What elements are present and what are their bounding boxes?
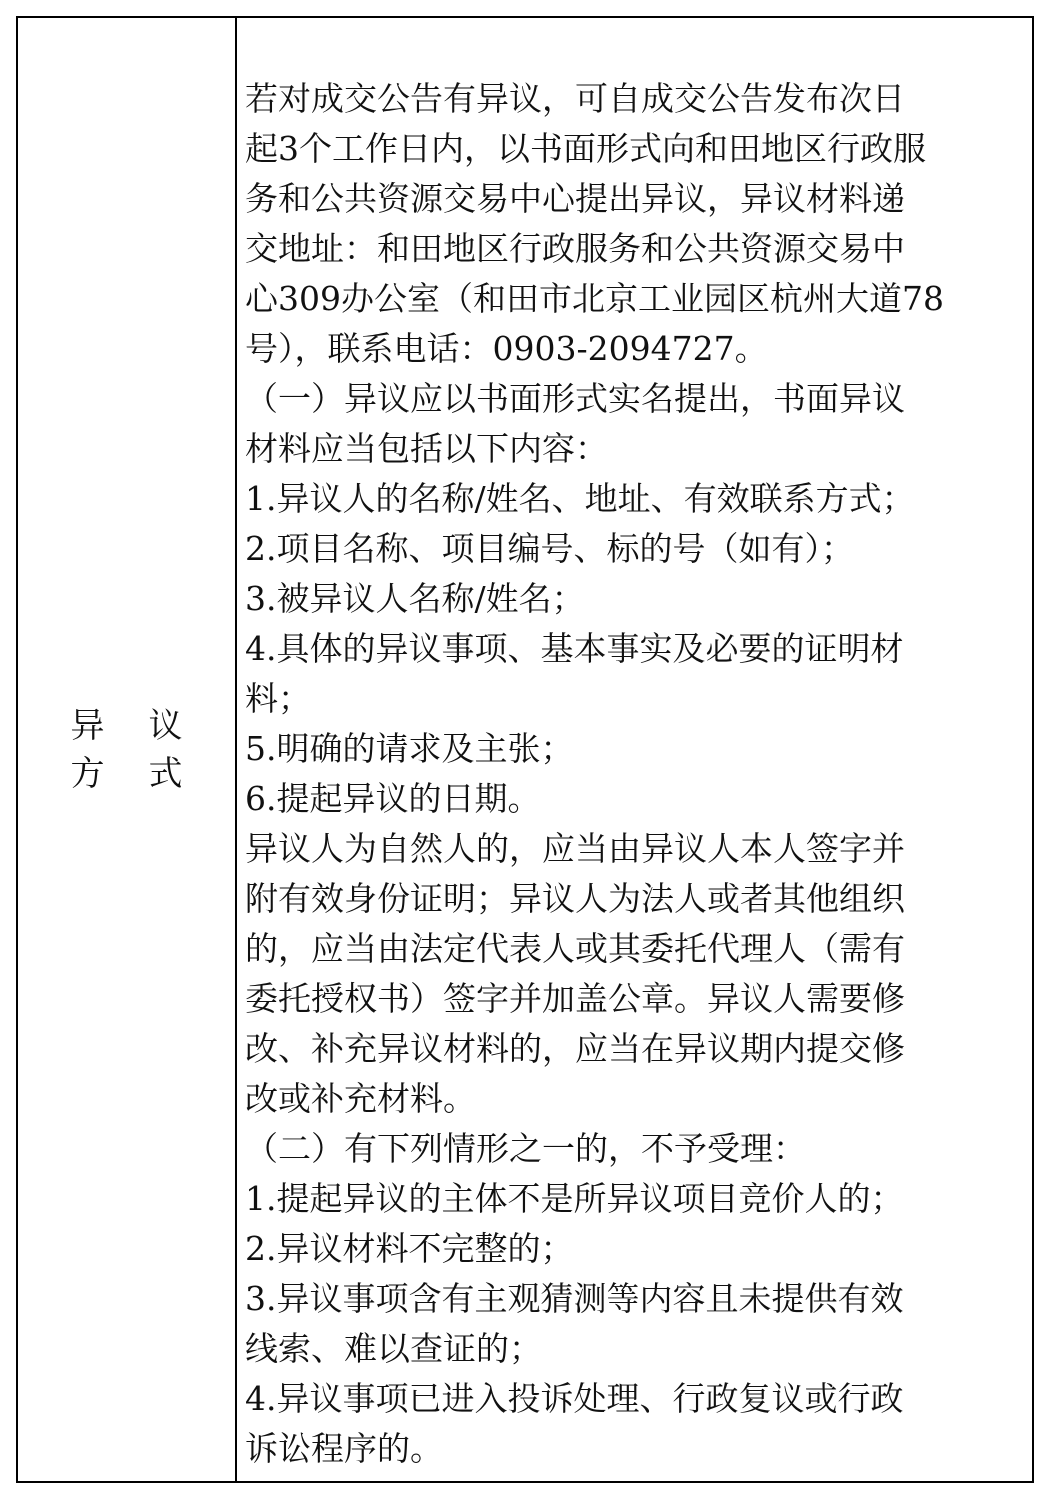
content-line: 2.项目名称、项目编号、标的号（如有）；: [245, 529, 854, 568]
row-label-line-1: 异议: [70, 705, 227, 746]
objection-method-table: [16, 16, 1034, 1483]
content-line: 交地址：和田地区行政服务和公共资源交易中: [245, 229, 905, 268]
content-line: 1.异议人的名称/姓名、地址、有效联系方式；: [245, 479, 915, 518]
content-line: 的，应当由法定代表人或其委托代理人（需有: [245, 929, 905, 968]
content-line: 3.异议事项含有主观猜测等内容且未提供有效: [245, 1279, 904, 1318]
content-line: 4.具体的异议事项、基本事实及必要的证明材: [245, 629, 904, 668]
content-line: 3.被异议人名称/姓名；: [245, 579, 585, 618]
row-label-cell: [18, 18, 237, 1481]
content-line: 若对成交公告有异议，可自成交公告发布次日: [245, 79, 905, 118]
content-line: 5.明确的请求及主张；: [245, 729, 574, 768]
content-line: 6.提起异议的日期。: [245, 779, 541, 818]
content-line: 诉讼程序的。: [245, 1429, 443, 1468]
row-label-line-2: 方式: [70, 753, 227, 794]
content-line: （二）有下列情形之一的，不予受理：: [245, 1129, 806, 1168]
content-line: 2.异议材料不完整的；: [245, 1229, 574, 1268]
content-line: 改、补充异议材料的，应当在异议期内提交修: [245, 1029, 905, 1068]
content-line: 1.提起异议的主体不是所异议项目竞价人的；: [245, 1179, 904, 1218]
content-line: 心309办公室（和田市北京工业园区杭州大道78: [245, 279, 944, 318]
content-line: 号），联系电话：0903-2094727。: [245, 329, 768, 368]
content-line: 附有效身份证明；异议人为法人或者其他组织: [245, 879, 905, 918]
content-line: 起3个工作日内，以书面形式向和田地区行政服: [245, 129, 926, 168]
content-line: （一）异议应以书面形式实名提出，书面异议: [245, 379, 905, 418]
content-line: 材料应当包括以下内容：: [245, 429, 608, 468]
content-line: 异议人为自然人的，应当由异议人本人签字并: [245, 829, 905, 868]
content-line: 线索、难以查证的；: [245, 1329, 542, 1368]
content-line: 改或补充材料。: [245, 1079, 476, 1118]
content-cell: [237, 18, 1032, 1481]
content-line: 4.异议事项已进入投诉处理、行政复议或行政: [245, 1379, 904, 1418]
content-line: 务和公共资源交易中心提出异议，异议材料递: [245, 179, 905, 218]
content-line: 委托授权书）签字并加盖公章。异议人需要修: [245, 979, 905, 1018]
content-line: 料；: [245, 679, 311, 718]
